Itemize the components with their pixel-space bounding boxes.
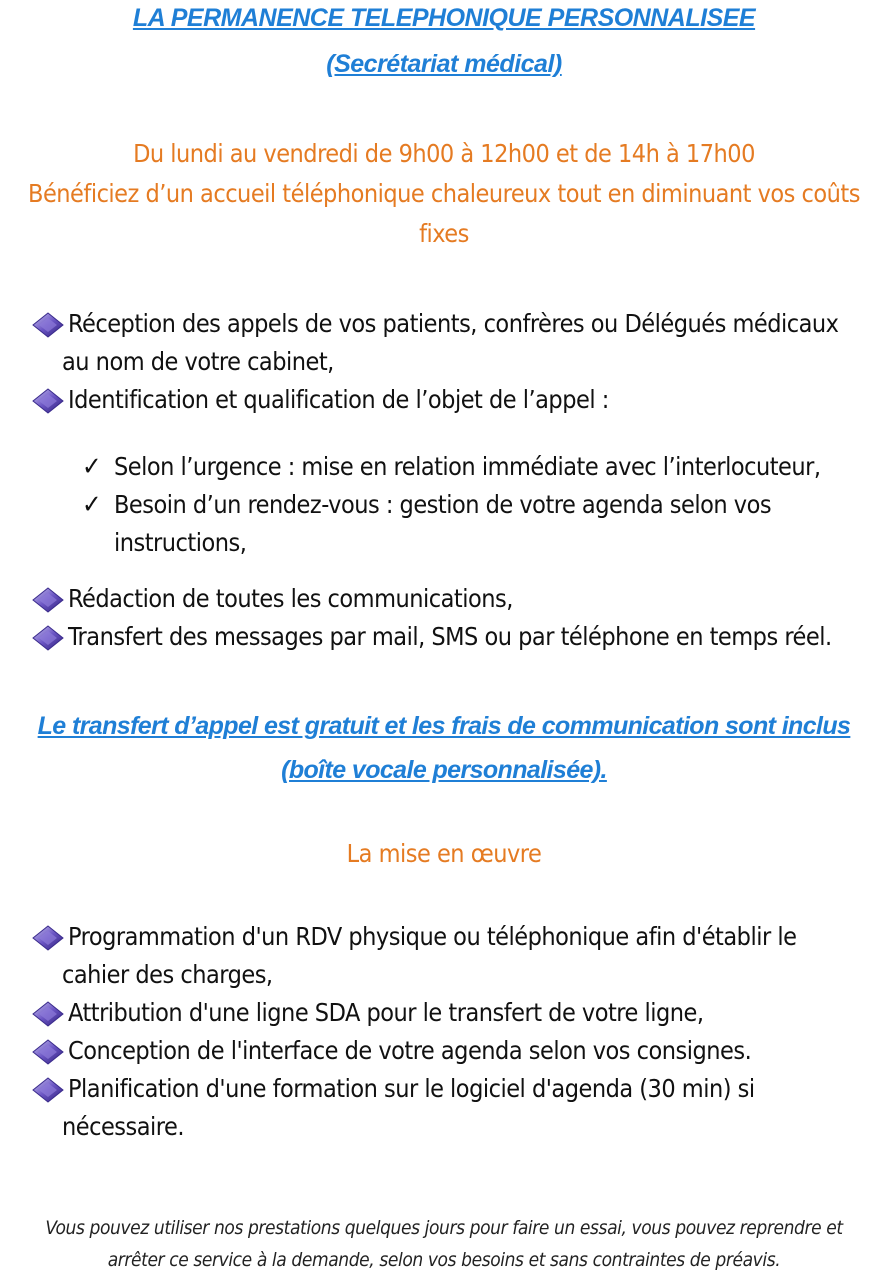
list-item-text: Programmation d'un RDV physique ou téléphonique afin d'établir le [68,922,797,951]
list-item [32,305,878,381]
diamond-bullet-icon [32,1039,64,1065]
footer-line: Vous pouvez utiliser nos prestations quelques jours pour faire un essai, vous pouvez reprendre et [45,1217,843,1239]
setup-heading-text: La mise en œuvre [346,839,542,868]
sub-list-item-text-continued: instructions, [114,528,247,557]
page-subtitle [0,50,888,79]
list-item-text: Réception des appels de vos patients, confrères ou Délégués médicaux [68,309,839,338]
page-subtitle-text: (Secrétariat médical) [326,50,562,78]
checkmark-icon: ✓ [82,452,102,482]
list-item [32,918,878,994]
footer-note [0,1212,888,1276]
list-item-text: Identification et qualification de l’objet de l’appel : [68,385,609,414]
services-list-continued [32,580,878,656]
list-item-text-continued: au nom de votre cabinet, [62,347,334,376]
diamond-bullet-icon [32,587,64,613]
list-item [32,618,878,656]
checkmark-icon: ✓ [82,490,102,520]
hours-block [0,134,888,254]
list-item-text: Conception de l'interface de votre agenda selon vos consignes. [68,1036,752,1065]
sub-list-item-text: Selon l’urgence : mise en relation immédiate avec l’interlocuteur, [114,452,821,481]
diamond-bullet-icon [32,1001,64,1027]
services-list [32,305,878,419]
list-item-text: Attribution d'une ligne SDA pour le transfert de votre ligne, [68,998,704,1027]
hours-line: Du lundi au vendredi de 9h00 à 12h00 et de 14h à 17h00 [133,139,755,168]
diamond-bullet-icon [32,1077,64,1103]
page-title [0,4,888,33]
sub-list-item [82,486,878,562]
diamond-bullet-icon [32,388,64,414]
diamond-bullet-icon [32,925,64,951]
list-item-text: Rédaction de toutes les communications, [68,584,513,613]
list-item [32,1070,878,1146]
setup-list [32,918,878,1146]
setup-heading [0,834,888,874]
services-sublist [82,448,878,562]
list-item [32,994,878,1032]
sub-list-item-text: Besoin d’un rendez-vous : gestion de votre agenda selon vos [114,490,772,519]
list-item-text-continued: cahier des charges, [62,960,273,989]
sub-list-item [82,448,878,486]
promo-line-continued: (boîte vocale personnalisée). [281,756,607,784]
list-item [32,381,878,419]
benefit-line: Bénéficiez d’un accueil téléphonique chaleureux tout en diminuant vos coûts [28,179,860,208]
list-item-text-continued: nécessaire. [62,1112,184,1141]
diamond-bullet-icon [32,625,64,651]
diamond-bullet-icon [32,312,64,338]
footer-line-continued: arrêter ce service à la demande, selon vos besoins et sans contraintes de préavis. [107,1249,781,1271]
promo-line: Le transfert d’appel est gratuit et les frais de communication sont inclus [37,712,851,740]
list-item [32,1032,878,1070]
list-item [32,580,878,618]
page-title-text: LA PERMANENCE TELEPHONIQUE PERSONNALISEE [132,4,756,32]
benefit-line-continued: fixes [419,219,469,248]
list-item-text: Planification d'une formation sur le logiciel d'agenda (30 min) si [68,1074,755,1103]
list-item-text: Transfert des messages par mail, SMS ou par téléphone en temps réel. [68,622,832,651]
promo-block [0,704,888,792]
